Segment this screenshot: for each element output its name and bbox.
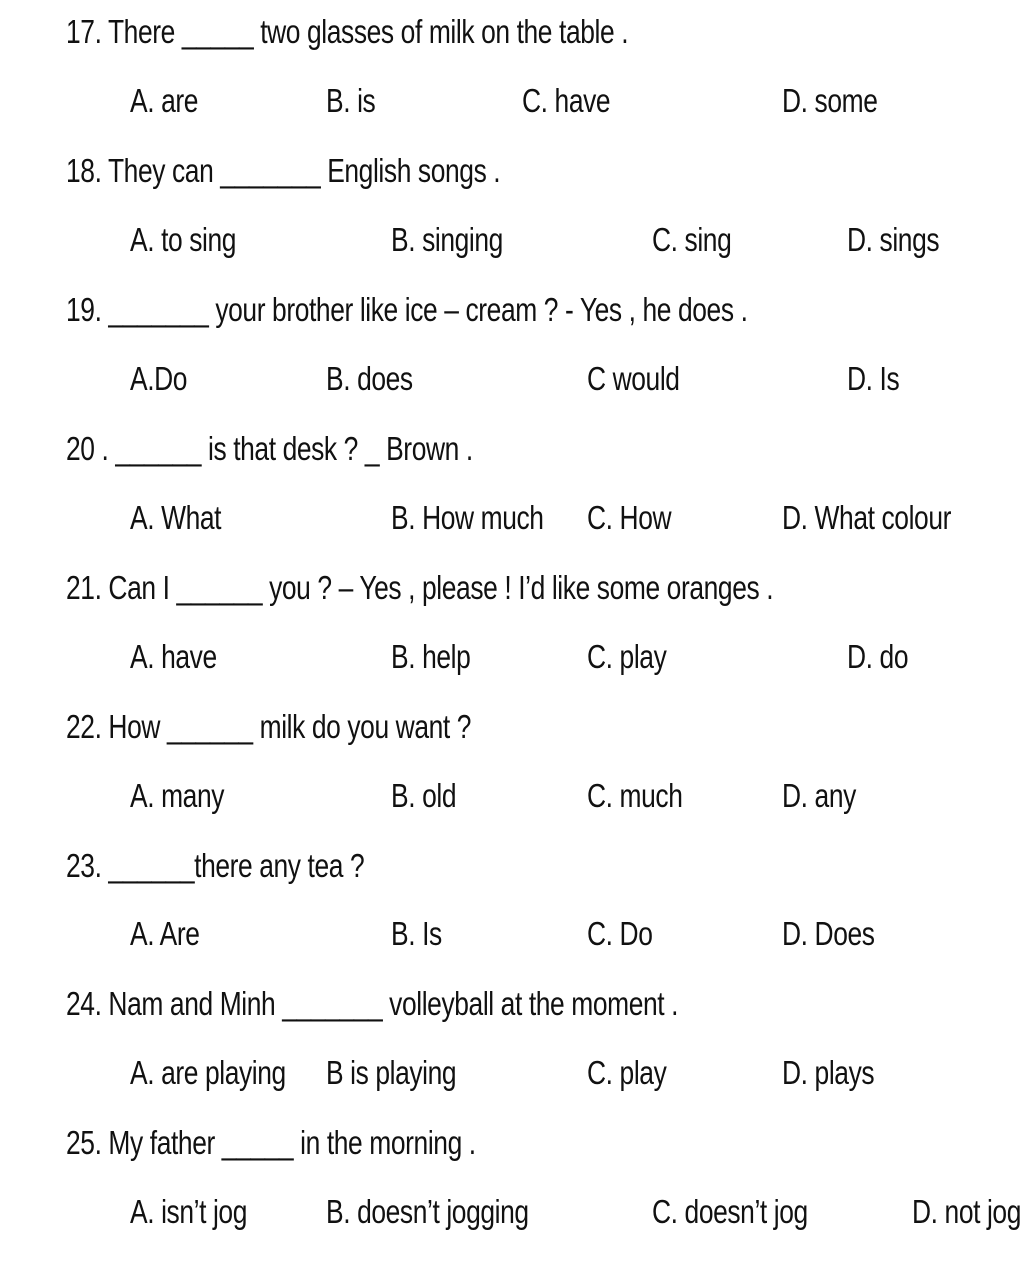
question-stem: 19. _______ your brother like ice – cream ? - Yes , he does .	[66, 291, 748, 328]
question-21	[0, 568, 1024, 608]
option-c: C. play	[587, 1054, 667, 1091]
question-22	[0, 707, 1024, 747]
options-21	[0, 637, 1024, 677]
option-b: B. help	[391, 638, 471, 675]
option-b: B. Is	[391, 915, 442, 952]
question-17	[0, 12, 1024, 52]
option-a: A. are playing	[130, 1054, 286, 1091]
option-c: C. much	[587, 777, 683, 814]
option-a: A. are	[130, 82, 199, 119]
question-19	[0, 290, 1024, 330]
option-d: D. Does	[782, 915, 875, 952]
option-d: D. sings	[847, 221, 940, 258]
option-d: D. not jog	[912, 1193, 1021, 1230]
question-23	[0, 846, 1024, 886]
question-stem: 17. There _____ two glasses of milk on the table .	[66, 13, 629, 50]
option-c: C. play	[587, 638, 667, 675]
question-25	[0, 1123, 1024, 1163]
option-a: A. many	[130, 777, 225, 814]
option-b: B. does	[326, 360, 413, 397]
option-b: B. old	[391, 777, 457, 814]
question-stem: 23. ______there any tea ?	[66, 847, 365, 884]
question-24	[0, 984, 1024, 1024]
options-25	[0, 1192, 1024, 1232]
option-c: C. Do	[587, 915, 653, 952]
option-a: A. isn’t jog	[130, 1193, 247, 1230]
option-c: C. How	[587, 499, 672, 536]
options-17	[0, 81, 1024, 121]
option-b: B is playing	[326, 1054, 457, 1091]
option-a: A. have	[130, 638, 217, 675]
option-c: C. sing	[652, 221, 732, 258]
options-20	[0, 498, 1024, 538]
option-d: D. What colour	[782, 499, 951, 536]
options-22	[0, 776, 1024, 816]
option-b: B. singing	[391, 221, 503, 258]
option-d: D. plays	[782, 1054, 875, 1091]
option-c: C. doesn’t jog	[652, 1193, 808, 1230]
option-c: C would	[587, 360, 680, 397]
option-b: B. doesn’t jogging	[326, 1193, 529, 1230]
option-a: A. to sing	[130, 221, 237, 258]
question-20	[0, 429, 1024, 469]
option-b: B. is	[326, 82, 376, 119]
option-a: A. Are	[130, 915, 200, 952]
question-stem: 21. Can I ______ you ? – Yes , please ! I’d like some oranges .	[66, 569, 774, 606]
options-18	[0, 220, 1024, 260]
option-a: A.Do	[130, 360, 188, 397]
option-d: D. Is	[847, 360, 900, 397]
options-24	[0, 1053, 1024, 1093]
option-d: D. any	[782, 777, 856, 814]
options-19	[0, 359, 1024, 399]
option-b: B. How much	[391, 499, 544, 536]
question-stem: 18. They can _______ English songs .	[66, 152, 501, 189]
option-d: D. do	[847, 638, 909, 675]
option-a: A. What	[130, 499, 222, 536]
question-18	[0, 151, 1024, 191]
question-stem: 20 . ______ is that desk ? _ Brown .	[66, 430, 473, 467]
option-d: D. some	[782, 82, 878, 119]
options-23	[0, 914, 1024, 954]
question-stem: 24. Nam and Minh _______ volleyball at the moment .	[66, 985, 679, 1022]
option-c: C. have	[522, 82, 611, 119]
question-stem: 22. How ______ milk do you want ?	[66, 708, 472, 745]
question-stem: 25. My father _____ in the morning .	[66, 1124, 476, 1161]
